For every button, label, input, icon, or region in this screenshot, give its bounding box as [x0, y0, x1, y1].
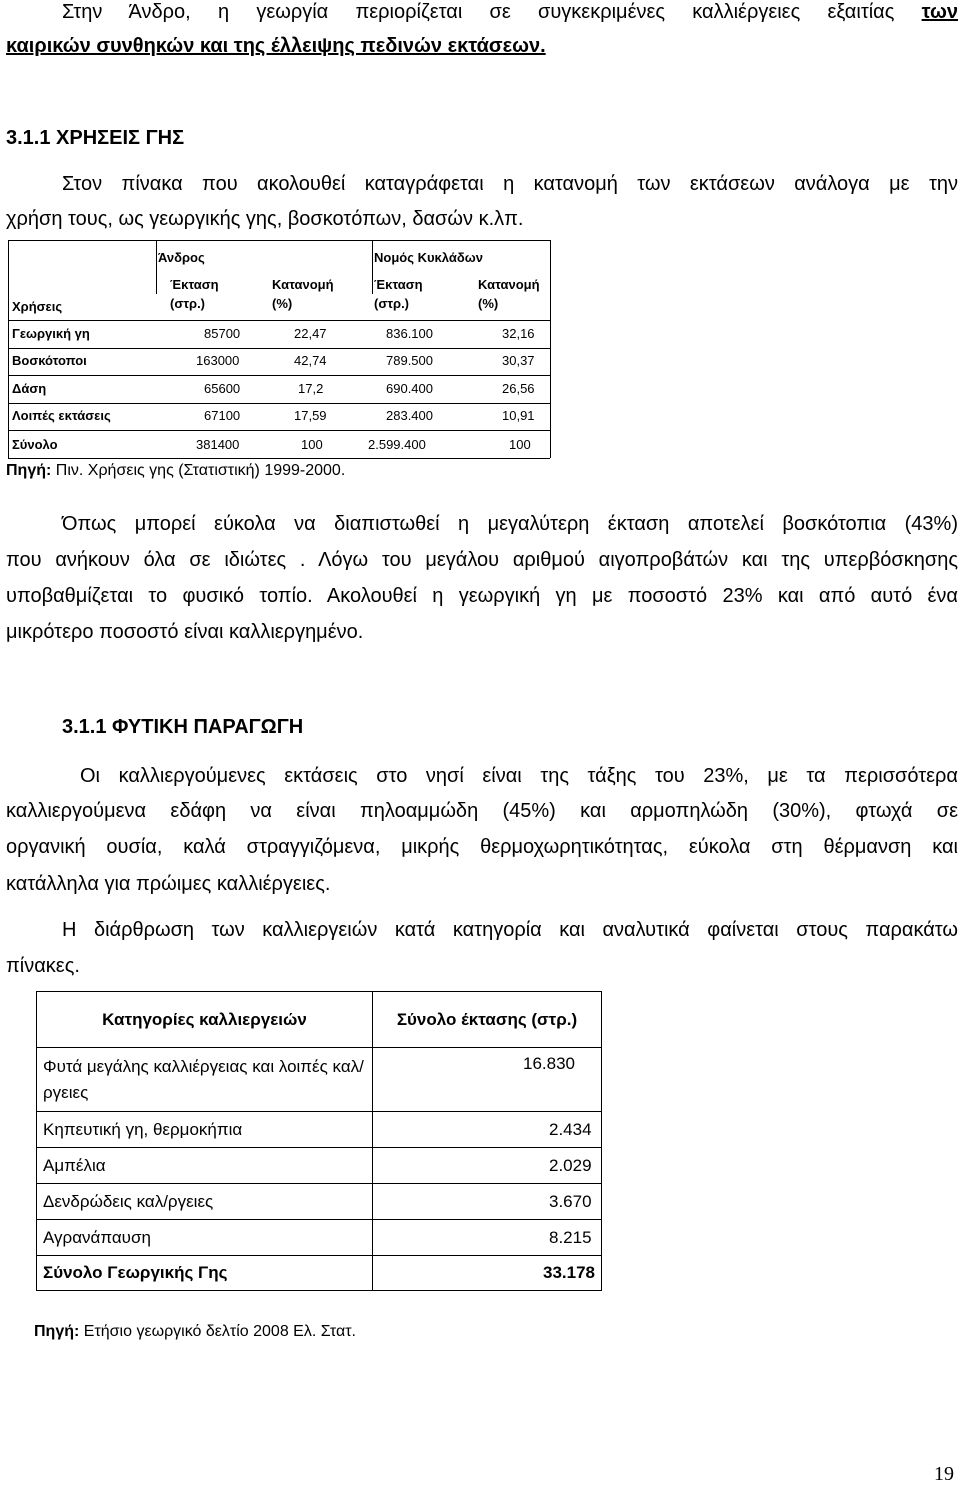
group-header-andros: Άνδρος: [158, 250, 205, 265]
section1-para-line-2: χρήση τους, ως γεωργικής γης, βοσκοτόπων, δασών κ.λπ.: [6, 208, 524, 230]
table-cell-category: Δενδρώδεις καλ/ργειες: [37, 1184, 373, 1220]
table-cell: 22,47: [294, 326, 327, 341]
table-cell-category: Αγρανάπαυση: [37, 1220, 373, 1256]
table-cell-category: Φυτά μεγάλης καλλιέργειας και λοιπές καλ/ργειες: [37, 1048, 373, 1112]
intro-line-1: [62, 0, 958, 30]
source-label: Πηγή:: [6, 462, 52, 479]
table-cell: 67100: [204, 408, 241, 423]
table-row-total: [37, 1256, 602, 1291]
crops-table: [36, 991, 602, 1291]
table-cell: 32,16: [502, 326, 535, 341]
col-header-category: Κατηγορίες καλλιεργειών: [37, 992, 373, 1048]
table-cell: 17,2: [298, 381, 324, 396]
table-row: [37, 1148, 602, 1184]
col-header-cyc-dist-1: Κατανομή: [478, 277, 540, 292]
table-row: [37, 1220, 602, 1256]
table-cell: 85700: [204, 326, 241, 341]
table-row-name: Βοσκότοποι: [12, 353, 87, 368]
section2-p2-line-2: πίνακες.: [6, 955, 80, 977]
section2-p1-line-2: καλλιεργούμενα εδάφη να είναι πηλοαμμώδη (45%) και αρμοπηλώδη (30%), φτωχά σε: [6, 800, 958, 822]
table-cell: 30,37: [502, 353, 535, 368]
table-row-name: Σύνολο: [12, 437, 58, 452]
table-cell: 100: [509, 437, 531, 452]
intro-line-2: καιρικών συνθηκών και της έλλειψης πεδινών εκτάσεων.: [6, 35, 546, 57]
col-header-cyc-dist-2: (%): [478, 296, 499, 311]
table-row-name: Δάση: [12, 381, 47, 396]
para2-line-1: Όπως μπορεί εύκολα να διαπιστωθεί η μεγαλύτερη έκταση αποτελεί βοσκότοπια (43%): [62, 513, 958, 535]
table-row-name: Γεωργική γη: [12, 326, 90, 341]
section2-p1-line-1: Οι καλλιεργούμενες εκτάσεις στο νησί είναι της τάξης του 23%, με τα περισσότερα: [80, 765, 958, 787]
table-cell: 17,59: [294, 408, 327, 423]
table-cell-value: 3.670: [373, 1184, 602, 1220]
table-cell: 789.500: [386, 353, 433, 368]
table1-source: [6, 460, 345, 482]
col-header-cyc-area-2: (στρ.): [374, 296, 410, 311]
source-text: Πιν. Χρήσεις γης (Στατιστική) 1999-2000.: [51, 462, 346, 479]
source-text: Ετήσιο γεωργικό δελτίο 2008 Ελ. Στατ.: [79, 1323, 356, 1340]
table-row: [37, 1048, 602, 1112]
section1-para-line-1: Στον πίνακα που ακολουθεί καταγράφεται η κατανομή των εκτάσεων ανάλογα με την: [62, 173, 958, 195]
table-cell: 381400: [196, 437, 240, 452]
table2-source: [34, 1320, 356, 1344]
table-cell-category: Αμπέλια: [37, 1148, 373, 1184]
col-header-uses: Χρήσεις: [12, 299, 63, 314]
intro-line-1-end: των: [921, 1, 958, 23]
table-cell: 283.400: [386, 408, 433, 423]
para2-line-4: μικρότερο ποσοστό είναι καλλιεργημένο.: [6, 621, 364, 643]
table-cell: 836.100: [386, 326, 433, 341]
table-cell: 100: [301, 437, 323, 452]
intro-line-1-text: Στην Άνδρο, η γεωργία περιορίζεται σε συγκεκριμένες καλλιέργειες εξαιτίας: [62, 1, 895, 23]
section2-p1-line-3: οργανική ουσία, καλά στραγγιζόμενα, μικρής θερμοχωρητικότητας, εύκολα στη θέρμανση και: [6, 836, 958, 858]
table-cell-value: 33.178: [373, 1256, 602, 1291]
table-cell: 42,74: [294, 353, 327, 368]
section-heading-land-use: 3.1.1 ΧΡΗΣΕΙΣ ΓΗΣ: [6, 127, 185, 149]
land-use-table: [8, 240, 550, 458]
table-cell: 690.400: [386, 381, 433, 396]
table-cell-category: Σύνολο Γεωργικής Γης: [37, 1256, 373, 1291]
page-number: 19: [934, 1463, 954, 1485]
table-cell: 10,91: [502, 408, 535, 423]
table-cell-value: 8.215: [373, 1220, 602, 1256]
col-header-andros-dist-2: (%): [272, 296, 293, 311]
table-row-name: Λοιπές εκτάσεις: [12, 408, 111, 423]
table-cell-value: 16.830: [373, 1048, 602, 1112]
group-header-cyclades: Νομός Κυκλάδων: [374, 250, 483, 265]
table-row: [37, 1112, 602, 1148]
table-cell: 65600: [204, 381, 241, 396]
col-header-cyc-area-1: Έκταση: [374, 277, 423, 292]
table-row: [37, 1184, 602, 1220]
col-header-andros-dist-1: Κατανομή: [272, 277, 334, 292]
table-cell-category: Κηπευτική γη, θερμοκήπια: [37, 1112, 373, 1148]
table-cell: 2.599.400: [368, 437, 426, 452]
col-header-andros-area-2: (στρ.): [170, 296, 206, 311]
table-cell-value: 2.434: [373, 1112, 602, 1148]
table-cell-value: 2.029: [373, 1148, 602, 1184]
section2-p2-line-1: Η διάρθρωση των καλλιεργειών κατά κατηγορία και αναλυτικά φαίνεται στους παρακάτω: [62, 919, 958, 941]
para2-line-2: που ανήκουν όλα σε ιδιώτες . Λόγω του μεγάλου αριθμού αιγοπροβάτών και της υπερβόσκησης: [6, 549, 958, 571]
source-label: Πηγή:: [34, 1323, 80, 1340]
table-header-row: [37, 992, 602, 1048]
table-cell: 163000: [196, 353, 240, 368]
col-header-andros-area-1: Έκταση: [170, 277, 219, 292]
section-heading-plant-production: 3.1.1 ΦΥΤΙΚΗ ΠΑΡΑΓΩΓΗ: [62, 716, 304, 738]
col-header-total: Σύνολο έκτασης (στρ.): [373, 992, 602, 1048]
section2-p1-line-4: κατάλληλα για πρώιμες καλλιέργειες.: [6, 873, 331, 895]
para2-line-3: υποβαθμίζεται το φυσικό τοπίο. Ακολουθεί η γεωργική γη με ποσοστό 23% και από αυτό ένα: [6, 585, 958, 607]
table-cell: 26,56: [502, 381, 535, 396]
